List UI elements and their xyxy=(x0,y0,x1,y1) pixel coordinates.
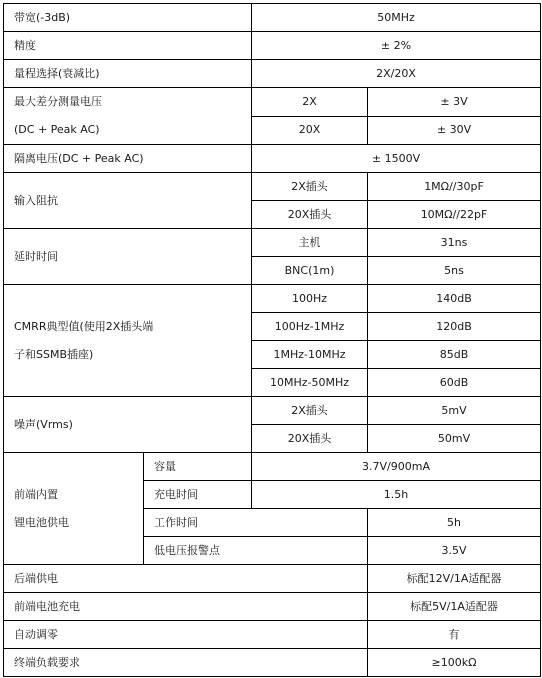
spec-label-line-1: 前端内置 xyxy=(14,487,58,501)
spec-sub-key: 主机 xyxy=(252,229,368,257)
spec-sub-key: 10MHz-50MHz xyxy=(252,369,368,397)
battery-key: 充电时间 xyxy=(144,481,252,509)
spec-sub-value: ± 30V xyxy=(368,116,541,145)
spec-row-backend-power xyxy=(4,565,541,593)
spec-label-line-2: 子和SSMB插座) xyxy=(14,347,94,361)
spec-label xyxy=(4,285,252,397)
spec-label: 量程选择(衰减比) xyxy=(4,60,252,88)
spec-label-line-1: 最大差分测量电压 xyxy=(14,95,102,108)
spec-value: 标配5V/1A适配器 xyxy=(368,593,541,621)
spec-sub-key: 100Hz-1MHz xyxy=(252,313,368,341)
spec-label: 隔离电压(DC + Peak AC) xyxy=(4,145,252,173)
spec-sub-key: 1MHz-10MHz xyxy=(252,341,368,369)
spec-sub-key: 2X xyxy=(252,88,368,117)
battery-key: 容量 xyxy=(144,453,252,481)
spec-row-bandwidth xyxy=(4,4,541,32)
spec-label: 前端电池充电 xyxy=(4,593,368,621)
spec-row-noise xyxy=(4,397,541,425)
spec-row-input-impedance xyxy=(4,173,541,201)
spec-label: 终端负载要求 xyxy=(4,649,368,677)
spec-sub-value: 85dB xyxy=(368,341,541,369)
spec-sub-value: 10MΩ//22pF xyxy=(368,201,541,229)
spec-sub-value: 60dB xyxy=(368,369,541,397)
spec-value: 标配12V/1A适配器 xyxy=(368,565,541,593)
spec-sub-key: 20X xyxy=(252,116,368,145)
spec-label xyxy=(4,88,252,145)
spec-value: ± 2% xyxy=(252,32,541,60)
spec-label xyxy=(4,453,144,565)
battery-value: 5h xyxy=(368,509,541,537)
spec-sub-value: 1MΩ//30pF xyxy=(368,173,541,201)
battery-value: 1.5h xyxy=(252,481,541,509)
spec-row-cmrr xyxy=(4,285,541,313)
spec-label-line-2: (DC + Peak AC) xyxy=(14,123,100,136)
spec-sub-value: 5mV xyxy=(368,397,541,425)
battery-value: 3.5V xyxy=(368,537,541,565)
spec-value: ± 1500V xyxy=(252,145,541,173)
spec-sub-value: ± 3V xyxy=(368,88,541,117)
spec-sub-key: 2X插头 xyxy=(252,397,368,425)
spec-label: 带宽(-3dB) xyxy=(4,4,252,32)
spec-value: ≥100kΩ xyxy=(368,649,541,677)
spec-sub-key: 100Hz xyxy=(252,285,368,313)
battery-key: 工作时间 xyxy=(144,509,368,537)
spec-sub-key: 20X插头 xyxy=(252,425,368,453)
spec-sub-value: 140dB xyxy=(368,285,541,313)
spec-value: 有 xyxy=(368,621,541,649)
spec-row-accuracy xyxy=(4,32,541,60)
spec-sub-key: 2X插头 xyxy=(252,173,368,201)
spec-table xyxy=(3,3,541,677)
spec-sub-value: 5ns xyxy=(368,257,541,285)
battery-key: 低电压报警点 xyxy=(144,537,368,565)
spec-sub-key: BNC(1m) xyxy=(252,257,368,285)
spec-sub-key: 20X插头 xyxy=(252,201,368,229)
spec-row-range xyxy=(4,60,541,88)
spec-label-line-2: 锂电池供电 xyxy=(14,515,69,529)
spec-row-battery xyxy=(4,453,541,481)
spec-value: 2X/20X xyxy=(252,60,541,88)
spec-sub-value: 120dB xyxy=(368,313,541,341)
spec-label: 后端供电 xyxy=(4,565,368,593)
spec-row-frontend-charging xyxy=(4,593,541,621)
spec-label: 精度 xyxy=(4,32,252,60)
spec-row-isolation-voltage xyxy=(4,145,541,173)
spec-row-delay-time xyxy=(4,229,541,257)
spec-row-auto-zero xyxy=(4,621,541,649)
spec-label: 自动调零 xyxy=(4,621,368,649)
spec-label: 输入阻抗 xyxy=(4,173,252,229)
spec-row-load-requirement xyxy=(4,649,541,677)
spec-label: 噪声(Vrms) xyxy=(4,397,252,453)
spec-row-max-diff-voltage xyxy=(4,88,541,117)
spec-sub-value: 31ns xyxy=(368,229,541,257)
battery-value: 3.7V/900mA xyxy=(252,453,541,481)
spec-value: 50MHz xyxy=(252,4,541,32)
spec-sub-value: 50mV xyxy=(368,425,541,453)
spec-label: 延时时间 xyxy=(4,229,252,285)
spec-label-line-1: CMRR典型值(使用2X插头端 xyxy=(14,319,154,333)
